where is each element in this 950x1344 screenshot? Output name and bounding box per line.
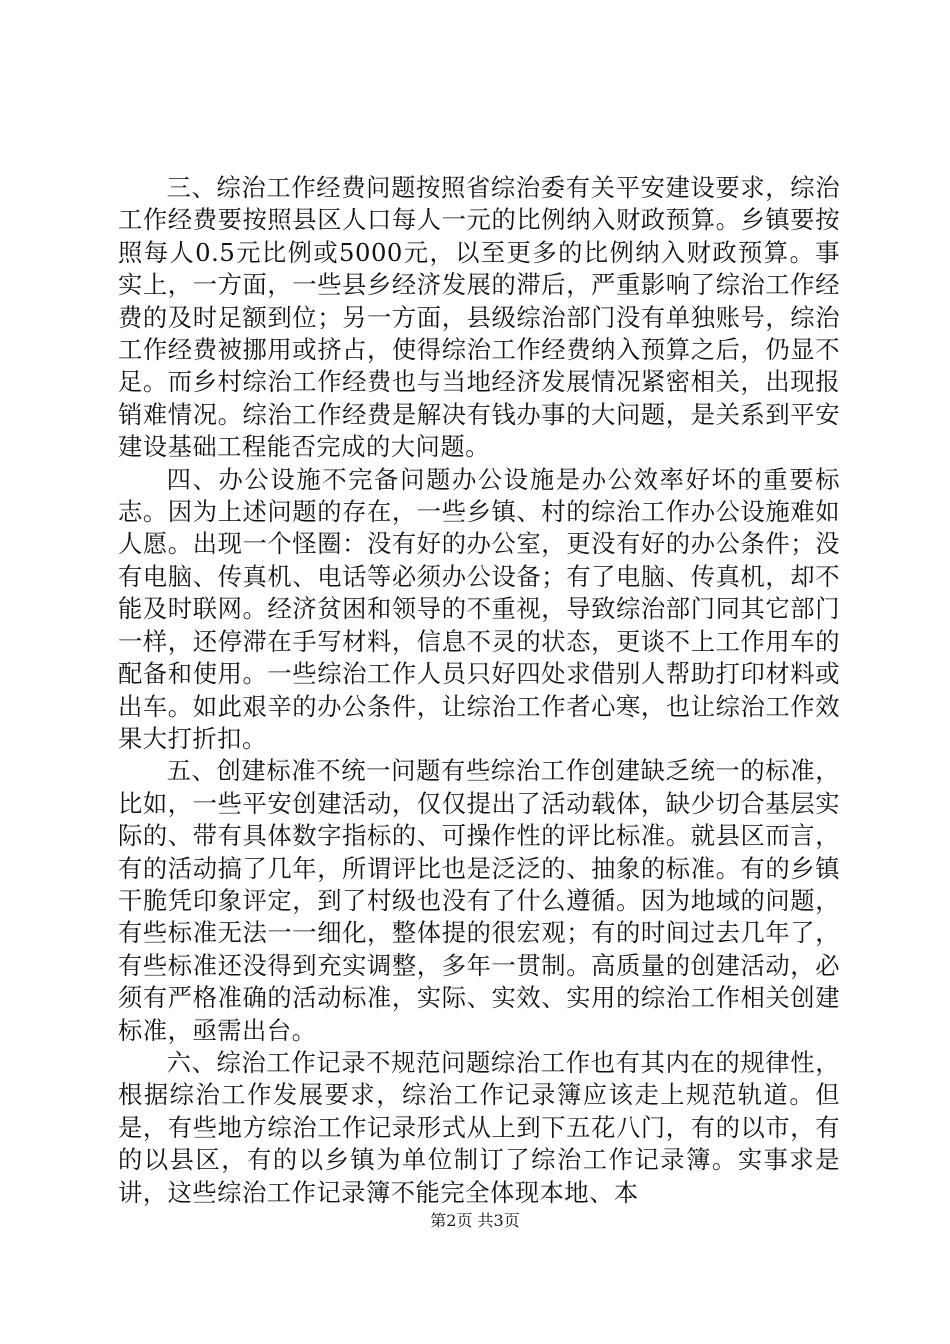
paragraph-funding: 三、综治工作经费问题按照省综治委有关平安建设要求，综治工作经费要按照县区人口每人一元的比例纳入财政预算。乡镇要按照每人0.5元比例或5000元，以至更多的比例纳入财政预算。事实上，一方面，一些县乡经济发展的滞后，严重影响了综治工作经费的及时足额到位；另一方面，县级综治部门没有单独账号，综治工作经费被挪用或挤占，使得综治工作经费纳入预算之后，仍显不足。而乡村综治工作经费也与当地经济发展情况紧密相关，出现报销难情况。综治工作经费是解决有钱办事的大问题，是关系到平安建设基础工程能否完成的大问题。 <box>118 173 840 462</box>
paragraph-standards: 五、创建标准不统一问题有些综治工作创建缺乏统一的标准，比如，一些平安创建活动，仅仅提出了活动载体，缺少切合基层实际的、带有具体数字指标的、可操作性的评比标准。就县区而言，有的活动搞了几年，所谓评比也是泛泛的、抽象的标准。有的乡镇干脆凭印象评定，到了村级也没有了什么遵循。因为地域的问题，有些标准无法一一细化，整体提的很宏观；有的时间过去几年了，有些标准还没得到充实调整，多年一贯制。高质量的创建活动，必须有严格准确的活动标准，实际、实效、实用的综治工作相关创建标准，亟需出台。 <box>118 756 840 1045</box>
paragraph-office-facilities: 四、办公设施不完备问题办公设施是办公效率好坏的重要标志。因为上述问题的存在，一些乡镇、村的综治工作办公设施难如人愿。出现一个怪圈：没有好的办公室，更没有好的办公条件；没有电脑、传真机、电话等必须办公设备；有了电脑、传真机，却不能及时联网。经济贫困和领导的不重视，导致综治部门同其它部门一样，还停滞在手写材料，信息不灵的状态，更谈不上工作用车的配备和使用。一些综治工作人员只好四处求借别人帮助打印材料或出车。如此艰辛的办公条件，让综治工作者心寒，也让综治工作效果大打折扣。 <box>118 464 840 753</box>
page-footer: 第2页 共3页 <box>430 1211 520 1230</box>
document-body <box>118 172 840 1209</box>
paragraph-records: 六、综治工作记录不规范问题综治工作也有其内在的规律性，根据综治工作发展要求，综治工作记录簿应该走上规范轨道。但是，有些地方综治工作记录形式从上到下五花八门，有的以市，有的以县区，有的以乡镇为单位制订了综治工作记录簿。实事求是讲，这些综治工作记录簿不能完全体现本地、本 <box>118 1047 840 1207</box>
